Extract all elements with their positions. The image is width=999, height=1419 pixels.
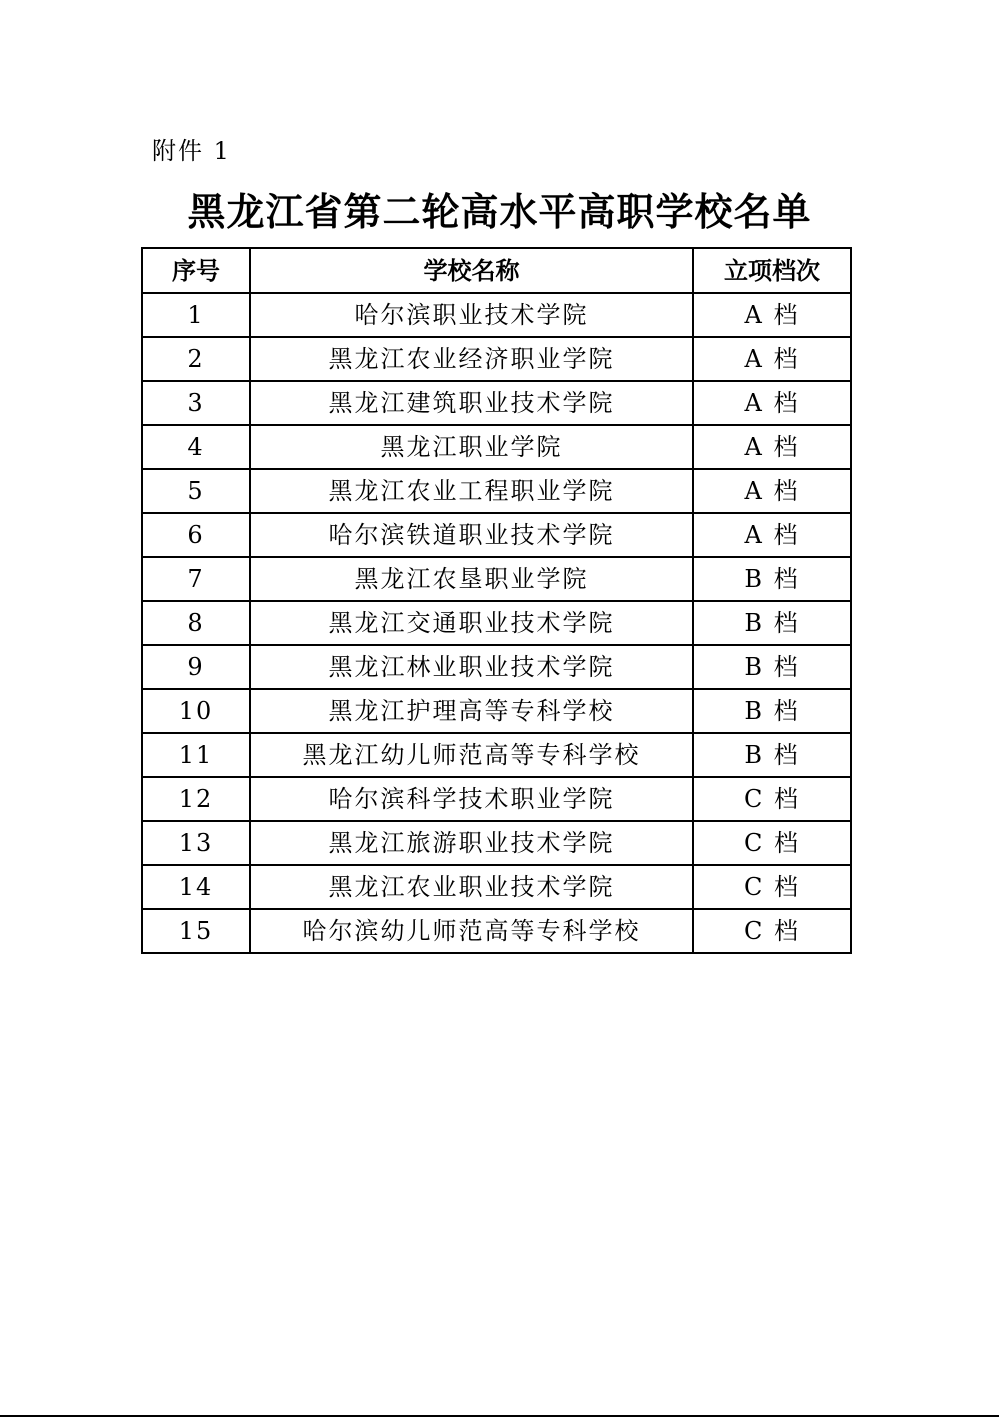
grade-cell: A 档: [693, 293, 851, 337]
serial-number-cell: 14: [142, 865, 250, 909]
grade-cell: B 档: [693, 557, 851, 601]
school-name-cell: 哈尔滨铁道职业技术学院: [250, 513, 693, 557]
table-row: [142, 601, 851, 645]
table-row: [142, 865, 851, 909]
school-name-cell: 黑龙江护理高等专科学校: [250, 689, 693, 733]
school-name-cell: 哈尔滨职业技术学院: [250, 293, 693, 337]
school-name-cell: 黑龙江建筑职业技术学院: [250, 381, 693, 425]
school-name-cell: 黑龙江旅游职业技术学院: [250, 821, 693, 865]
table-header-row: [142, 248, 851, 293]
school-name-cell: 黑龙江幼儿师范高等专科学校: [250, 733, 693, 777]
page-title: 黑龙江省第二轮高水平高职学校名单: [187, 190, 812, 234]
serial-number-cell: 12: [142, 777, 250, 821]
table-row: [142, 733, 851, 777]
table-row: [142, 645, 851, 689]
grade-cell: A 档: [693, 425, 851, 469]
table-row: [142, 557, 851, 601]
table-row: [142, 425, 851, 469]
header-project-grade: 立项档次: [693, 248, 851, 293]
grade-cell: A 档: [693, 337, 851, 381]
serial-number-cell: 10: [142, 689, 250, 733]
serial-number-cell: 1: [142, 293, 250, 337]
table-row: [142, 513, 851, 557]
grade-cell: A 档: [693, 469, 851, 513]
grade-cell: C 档: [693, 909, 851, 953]
school-name-cell: 哈尔滨科学技术职业学院: [250, 777, 693, 821]
serial-number-cell: 8: [142, 601, 250, 645]
table-row: [142, 689, 851, 733]
serial-number-cell: 11: [142, 733, 250, 777]
serial-number-cell: 3: [142, 381, 250, 425]
table-row: [142, 469, 851, 513]
table-row: [142, 909, 851, 953]
grade-cell: B 档: [693, 733, 851, 777]
school-name-cell: 黑龙江农垦职业学院: [250, 557, 693, 601]
serial-number-cell: 13: [142, 821, 250, 865]
serial-number-cell: 2: [142, 337, 250, 381]
table-row: [142, 293, 851, 337]
header-serial-number: 序号: [142, 248, 250, 293]
school-name-cell: 黑龙江农业工程职业学院: [250, 469, 693, 513]
page-bottom-rule: [0, 1415, 999, 1417]
school-list-table: [141, 247, 852, 954]
table-row: [142, 821, 851, 865]
school-name-cell: 黑龙江林业职业技术学院: [250, 645, 693, 689]
serial-number-cell: 15: [142, 909, 250, 953]
serial-number-cell: 6: [142, 513, 250, 557]
school-name-cell: 黑龙江农业职业技术学院: [250, 865, 693, 909]
serial-number-cell: 5: [142, 469, 250, 513]
grade-cell: B 档: [693, 689, 851, 733]
table-row: [142, 777, 851, 821]
serial-number-cell: 9: [142, 645, 250, 689]
grade-cell: C 档: [693, 777, 851, 821]
school-name-cell: 哈尔滨幼儿师范高等专科学校: [250, 909, 693, 953]
attachment-label: 附件 1: [152, 137, 231, 165]
header-school-name: 学校名称: [250, 248, 693, 293]
school-name-cell: 黑龙江职业学院: [250, 425, 693, 469]
serial-number-cell: 7: [142, 557, 250, 601]
table-row: [142, 337, 851, 381]
school-name-cell: 黑龙江交通职业技术学院: [250, 601, 693, 645]
school-name-cell: 黑龙江农业经济职业学院: [250, 337, 693, 381]
grade-cell: C 档: [693, 865, 851, 909]
grade-cell: B 档: [693, 645, 851, 689]
grade-cell: A 档: [693, 381, 851, 425]
table-row: [142, 381, 851, 425]
grade-cell: A 档: [693, 513, 851, 557]
grade-cell: C 档: [693, 821, 851, 865]
serial-number-cell: 4: [142, 425, 250, 469]
grade-cell: B 档: [693, 601, 851, 645]
